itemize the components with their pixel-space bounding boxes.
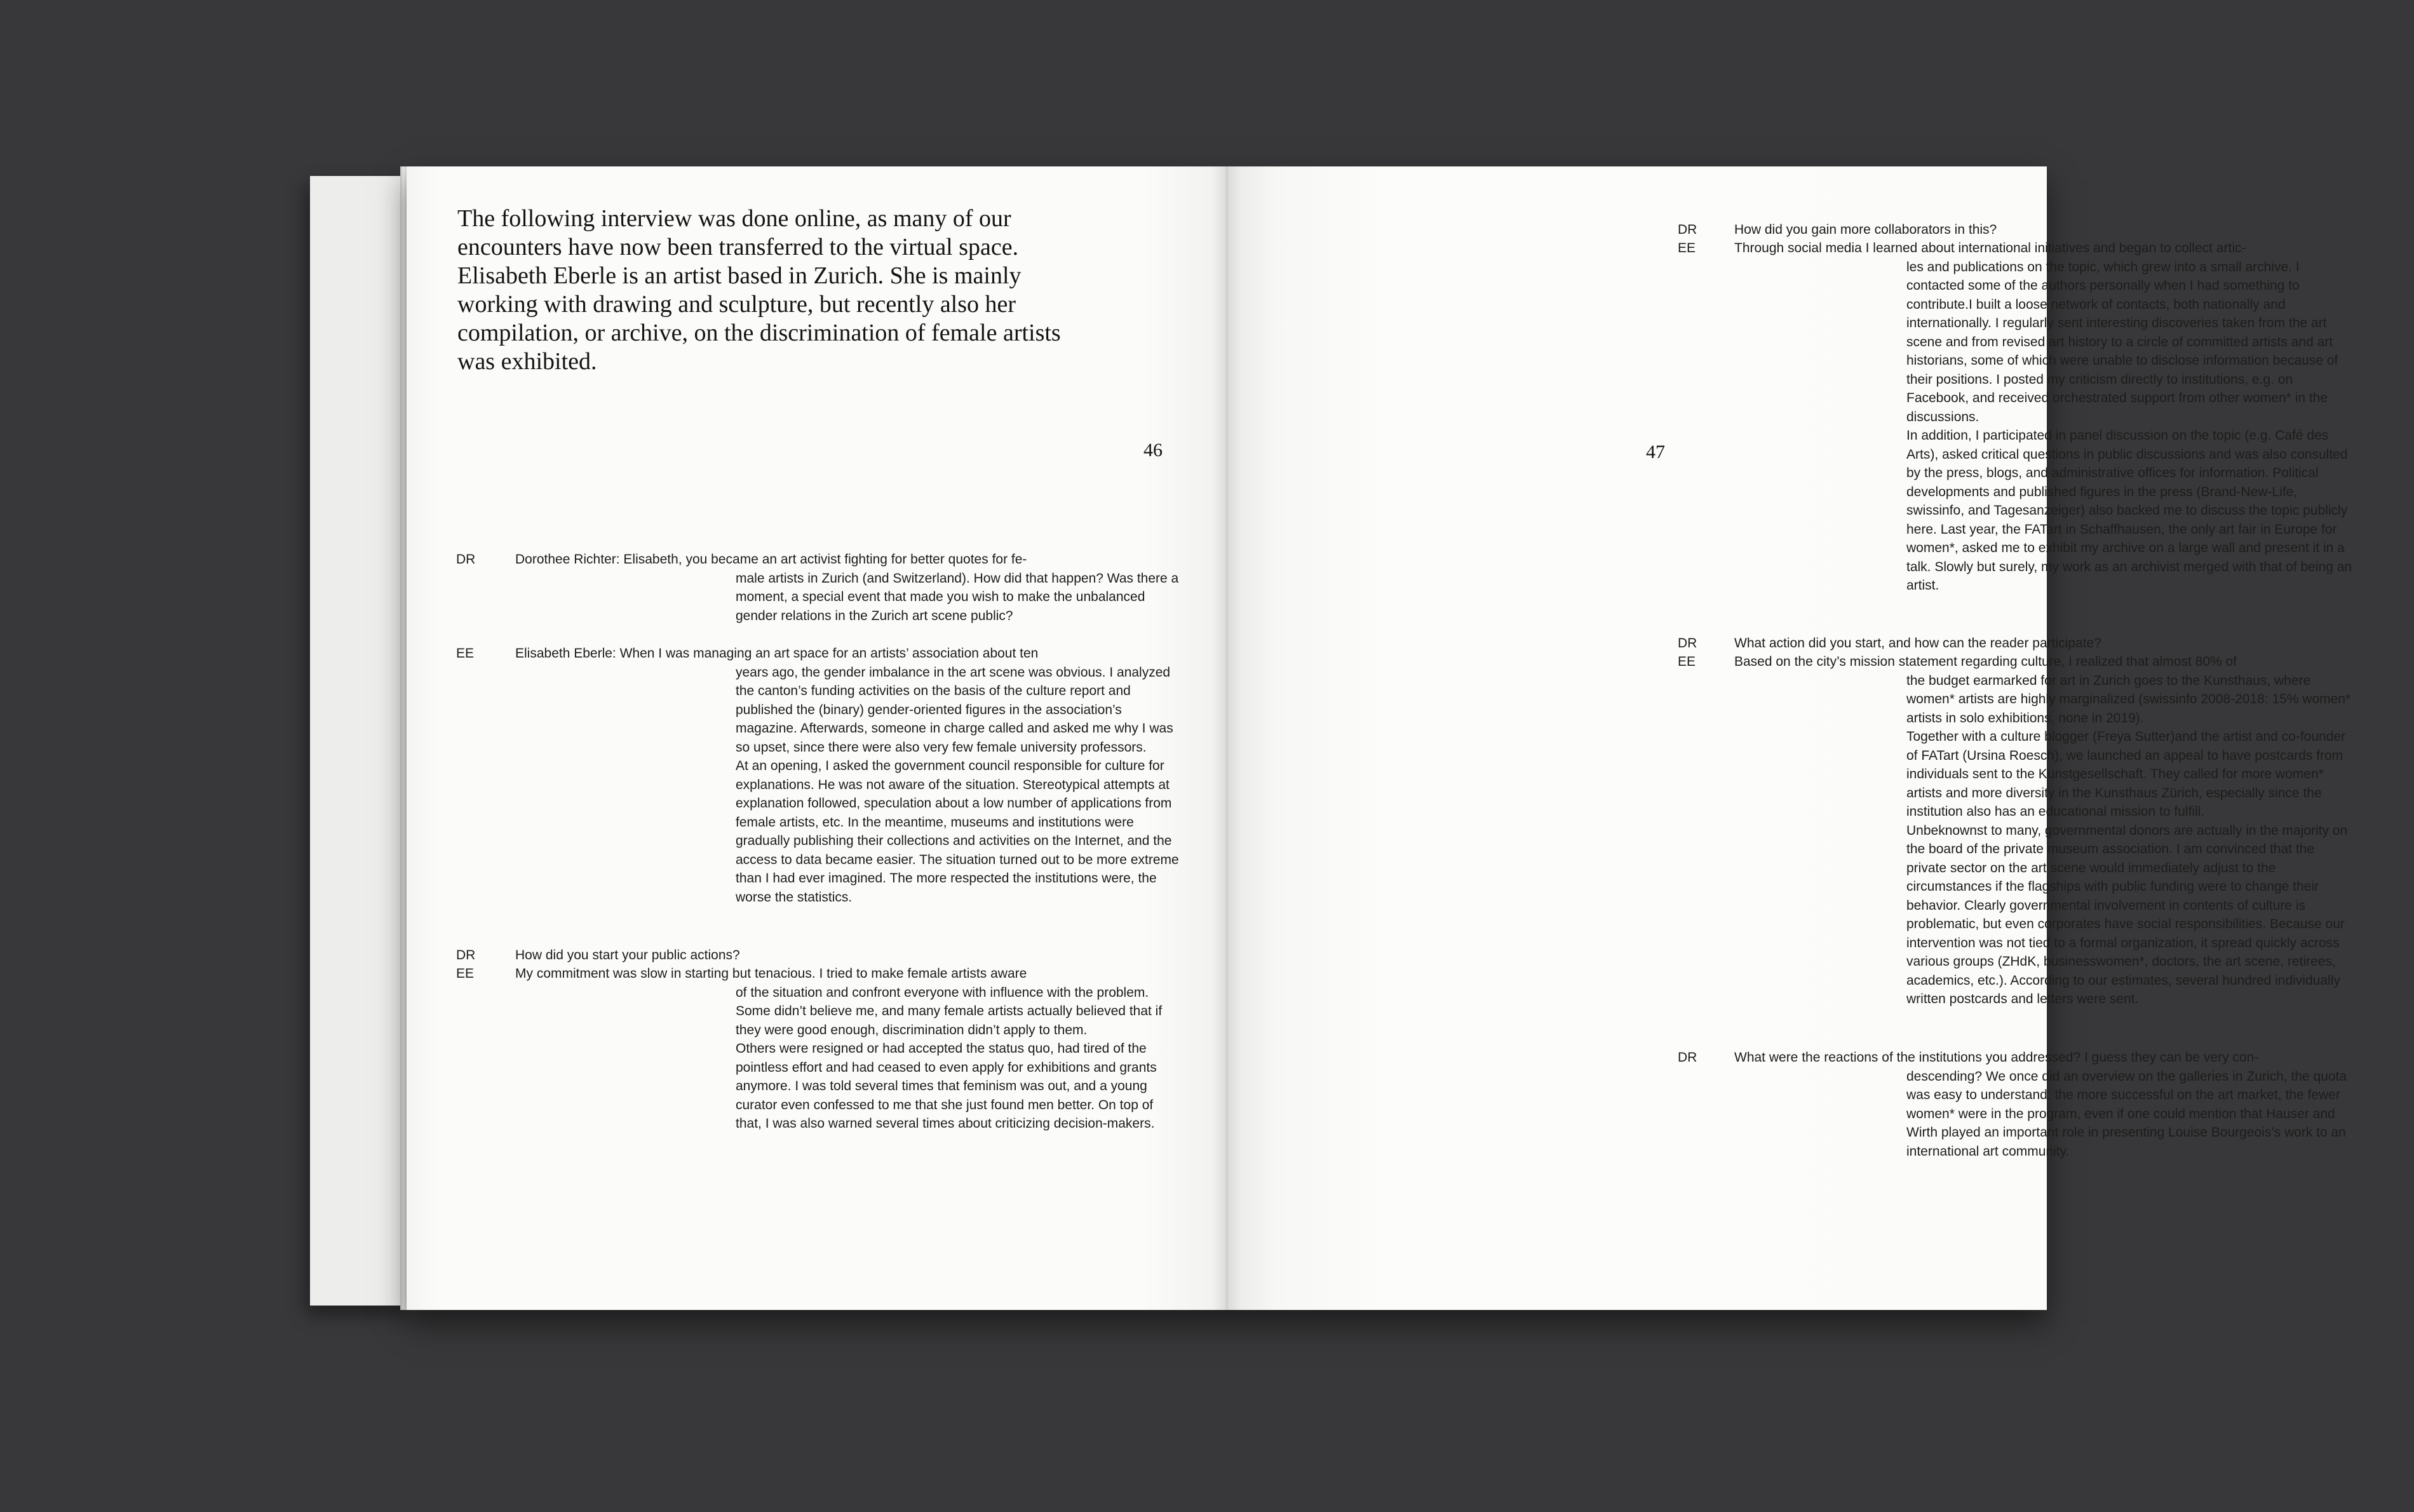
entry-paragraph: Unbeknownst to many, governmental donors are actually in the majority on the board of the private museum association. I am convinced that the private sector on the art scene would immediately adjust to the circumstances if the flagships with public funding were to change their behavior. Clearly governmental involvement in contents of culture is problematic, but even corporates have social responsibilities. Because our intervention was not tied to a formal organization, it spread quickly across various groups (ZHdK, businesswomen*, doctors, the art scene, retirees, academics, etc.). According to our estimates, several hundred individually written postcards and letters were sent. (1906, 823, 2348, 1006)
page-number-right: 47 (1646, 442, 1665, 462)
speaker-label: EE (1678, 241, 1696, 255)
entry-body (1906, 672, 2353, 1009)
entry-body (1906, 258, 2353, 595)
entry-first-line: My commitment was slow in starting but tenacious. I tried to make female artists aware (515, 966, 1027, 981)
entry-first-line: What action did you start, and how can the reader participate? (1734, 636, 2101, 651)
speaker-label: DR (1678, 636, 1697, 651)
entry-paragraph: les and publications on the topic, which grew into a small archive. I contacted some of the authors personally when I had something to contribute.I built a loose network of contacts, both nationally and internationally. I regularly sent interesting discoveries taken from the art scene and from revised art history to a circle of committed artists and art historians, some of which were unable to disclose information because of their positions. I posted my criticism directly to institutions, e.g. on Facebook, and received orchestrated support from other women* in the discussions. (1906, 259, 2338, 424)
entry-paragraph: In addition, I participated in panel discussion on the topic (e.g. Café des Arts), asked critical questions in public discussions and was also consulted by the press, blogs, and administrative offices for information. Political developments and published figures in the press (Brand-New-Life, swissinfo, and Tagesanzeiger) also backed me to discuss the topic publicly here. Last year, the FATart in Schaffhausen, the only art fair in Europe for women*, asked me to exhibit my archive on a large wall and present it in a talk. Slowly but surely, my work as an archivist merged with that of being an artist. (1906, 428, 2352, 593)
entry-first-line: How did you gain more collaborators in this? (1734, 222, 1997, 237)
entry-paragraph: years ago, the gender imbalance in the art scene was obvious. I analyzed the canton’s funding activities on the basis of the culture report and published the (binary) gender-oriented figures in the association’s magazine. Afterwards, someone in charge called and asked me why I was so upset, since there were also very few female university professors. (736, 665, 1173, 755)
speaker-label: EE (1678, 654, 1696, 669)
entry-body (736, 663, 1182, 907)
entry-first-line: How did you start your public actions? (515, 948, 740, 962)
entry-paragraph: Others were resigned or had accepted the status quo, had tired of the pointless effort and had ceased to even apply for exhibitions and grants anymore. I was told several times that feminism was out, and a young curator even confessed to me that she just found men better. On top of that, I was also warned several times about criticizing decision-makers. (736, 1041, 1157, 1131)
entry-first-line: Through social media I learned about international initiatives and began to collect artic- (1734, 241, 2246, 255)
book-gutter-shadow (1212, 166, 1241, 1310)
entry-first-line: Based on the city’s mission statement regarding culture, I realized that almost 80% of (1734, 654, 2237, 669)
speaker-label: DR (456, 552, 476, 567)
left-page (407, 166, 1227, 1310)
entry-paragraph: Together with a culture blogger (Freya Sutter)and the artist and co-founder of FATart (Ursina Roesch), we launched an appeal to have postcards from individuals sent to the Kunstgesellschaft. They called for more women* artists and more diversity in the Kunsthaus Zürich, especially since the institution also has an educational mission to fulfill. (1906, 729, 2346, 819)
entry-paragraph: descending? We once did an overview on the galleries in Zurich, the quota was easy to understand: the more successful on the art market, the fewer women* were in the program, even if one could mention that Hauser and Wirth played an important role in presenting Louise Bourgeois’s work to an international art community. (1906, 1069, 2347, 1159)
speaker-label: EE (456, 646, 475, 661)
book-cover-edge (310, 176, 412, 1306)
book-spread (407, 166, 2352, 1310)
entry-first-line: Elisabeth Eberle: When I was managing an art space for an artists’ association about ten (515, 646, 1039, 661)
entry-paragraph: of the situation and confront everyone with influence with the problem. Some didn’t believe me, and many female artists actually believed that if they were good enough, discrimination didn’t apply to them. (736, 985, 1163, 1037)
entry-body (1906, 1067, 2353, 1161)
entry-paragraph: male artists in Zurich (and Switzerland). How did that happen? Was there a moment, a special event that made you wish to make the unbalanced gender relations in the Zurich art scene public? (736, 570, 1179, 623)
right-page (1227, 166, 2352, 1310)
speaker-label: DR (456, 948, 476, 962)
entry-paragraph: At an opening, I asked the government council responsible for culture for explanations. He was not aware of the situation. Stereotypical attempts at explanation followed, speculation about a low number of applications from female artists, etc. In the meantime, museums and institutions were gradually publishing their collections and activities on the Internet, and the access to data became easier. The situation turned out to be more extreme than I had ever imagined. The more respected the institutions were, the worse the statistics. (736, 759, 1179, 905)
page-number-left: 46 (1143, 440, 1163, 461)
entry-paragraph: the budget earmarked for art in Zurich goes to the Kunsthaus, where women* artists are highly marginalized (swissinfo 2008-2018: 15% women* artists in solo exhibitions, none in 2019). (1906, 673, 2351, 726)
entry-first-line: Dorothee Richter: Elisabeth, you became an art activist fighting for better quotes for fe- (515, 552, 1027, 567)
speaker-label: EE (456, 966, 475, 981)
entry-body (736, 569, 1182, 626)
speaker-label: DR (1678, 1050, 1697, 1065)
entry-first-line: What were the reactions of the institutions you addressed? I guess they can be very con- (1734, 1050, 2259, 1065)
speaker-label: DR (1678, 222, 1697, 237)
intro-paragraph: The following interview was done online, as many of our encounters have now been transferred to the virtual space. Elisabeth Eberle is an artist based in Zurich. She is mainly working with drawing and sculpture, but recently also her compilation, or archive, on the discrimination of female artists was exhibited. (457, 205, 1061, 375)
entry-body (736, 983, 1182, 1133)
